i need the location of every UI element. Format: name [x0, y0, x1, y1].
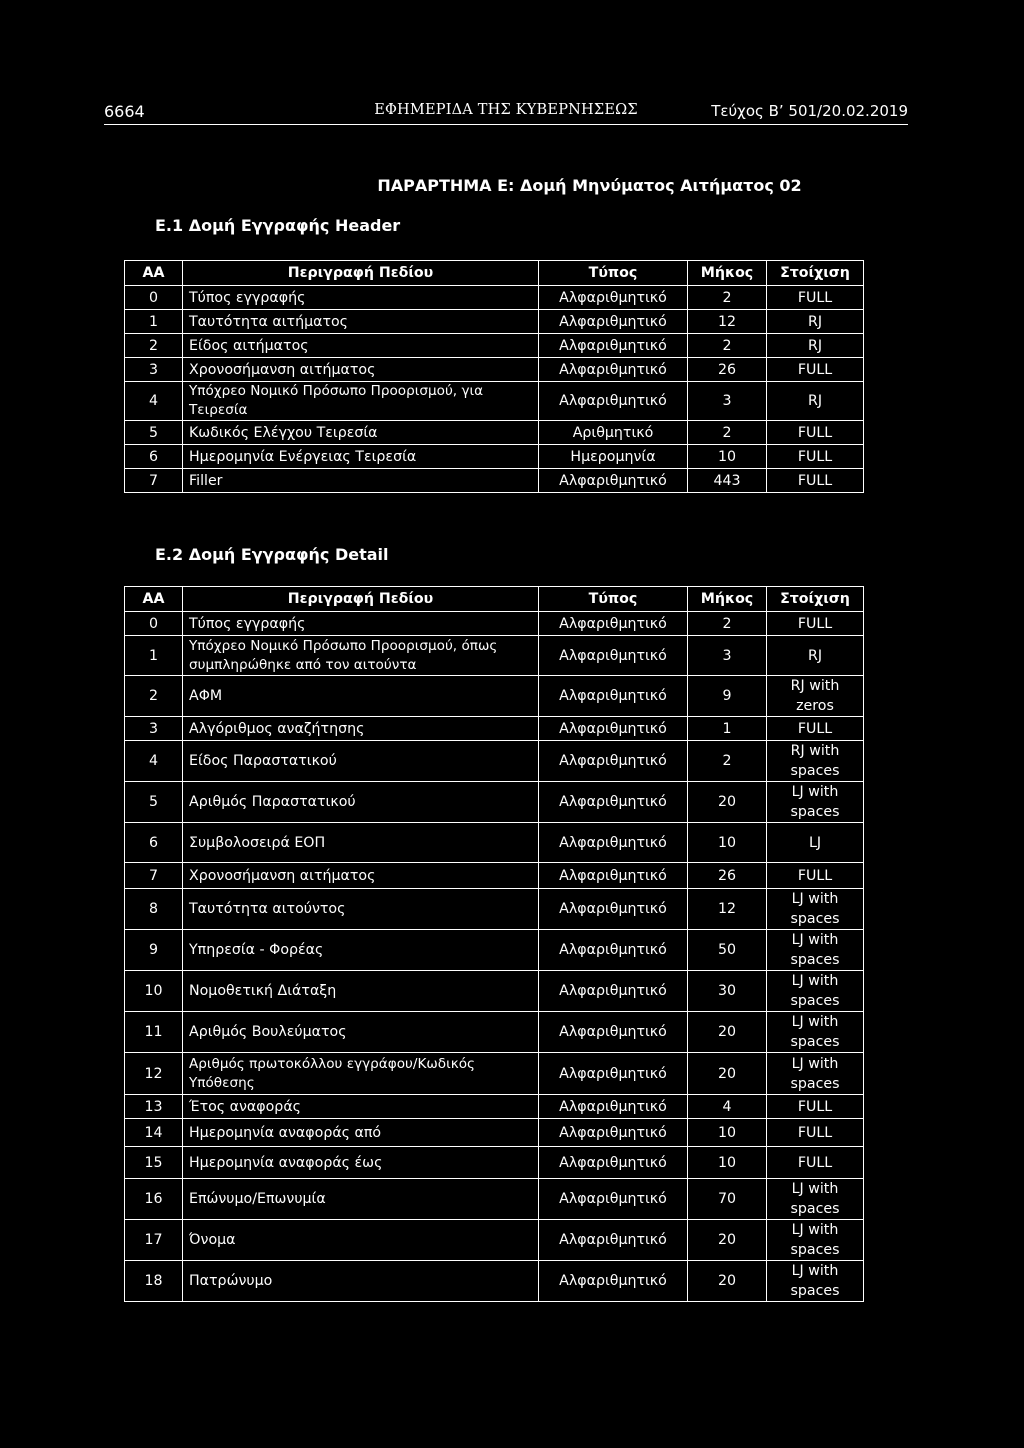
table-row [125, 310, 864, 334]
cell-length: 20 [688, 1220, 767, 1261]
cell-type: Αλφαριθμητικό [539, 1053, 688, 1095]
col-header-description: Περιγραφή Πεδίου [183, 587, 539, 612]
cell-type: Αλφαριθμητικό [539, 612, 688, 636]
table-row [125, 1095, 864, 1119]
header-record-table [124, 260, 864, 493]
cell-length: 20 [688, 1012, 767, 1053]
col-header-length: Μήκος [688, 587, 767, 612]
cell-length: 4 [688, 1095, 767, 1119]
cell-aa: 9 [125, 930, 183, 971]
cell-description: Έτος αναφοράς [183, 1095, 539, 1119]
cell-alignment: LJ with spaces [767, 889, 864, 930]
cell-aa: 4 [125, 382, 183, 421]
cell-aa: 5 [125, 782, 183, 823]
cell-length: 70 [688, 1179, 767, 1220]
cell-alignment: FULL [767, 286, 864, 310]
cell-type: Αλφαριθμητικό [539, 286, 688, 310]
cell-aa: 3 [125, 358, 183, 382]
cell-description: Filler [183, 469, 539, 493]
cell-alignment: RJ [767, 382, 864, 421]
cell-alignment: FULL [767, 358, 864, 382]
cell-alignment: LJ with spaces [767, 1012, 864, 1053]
cell-description: Συμβολοσειρά ΕΟΠ [183, 823, 539, 863]
issue-label: Τεύχος Β’ 501/20.02.2019 [711, 102, 908, 120]
cell-type: Αλφαριθμητικό [539, 1095, 688, 1119]
cell-aa: 6 [125, 823, 183, 863]
cell-description: Αλγόριθμος αναζήτησης [183, 717, 539, 741]
cell-aa: 14 [125, 1119, 183, 1147]
annex-title: ΠΑΡΑΡΤΗΜΑ Ε: Δομή Μηνύματος Αιτήματος 02 [377, 176, 802, 195]
col-header-alignment: Στοίχιση [767, 587, 864, 612]
cell-alignment: FULL [767, 863, 864, 889]
cell-length: 3 [688, 636, 767, 676]
table-row [125, 930, 864, 971]
cell-type: Αλφαριθμητικό [539, 889, 688, 930]
cell-alignment: LJ with spaces [767, 1179, 864, 1220]
col-header-aa: ΑΑ [125, 261, 183, 286]
cell-length: 2 [688, 421, 767, 445]
table-row [125, 358, 864, 382]
cell-type: Αλφαριθμητικό [539, 863, 688, 889]
col-header-type: Τύπος [539, 261, 688, 286]
page-header [104, 100, 908, 125]
table-row [125, 382, 864, 421]
table-row [125, 421, 864, 445]
cell-length: 1 [688, 717, 767, 741]
table-row [125, 612, 864, 636]
cell-aa: 13 [125, 1095, 183, 1119]
cell-description: Τύπος εγγραφής [183, 612, 539, 636]
table-row [125, 741, 864, 782]
section-title-detail: Ε.2 Δομή Εγγραφής Detail [155, 545, 389, 564]
cell-description: Είδος αιτήματος [183, 334, 539, 358]
table-row [125, 1053, 864, 1095]
cell-length: 26 [688, 358, 767, 382]
cell-alignment: RJ with zeros [767, 676, 864, 717]
table-row [125, 286, 864, 310]
cell-description: Νομοθετική Διάταξη [183, 971, 539, 1012]
cell-alignment: FULL [767, 1119, 864, 1147]
cell-type: Αλφαριθμητικό [539, 741, 688, 782]
table-row [125, 636, 864, 676]
cell-length: 2 [688, 286, 767, 310]
cell-alignment: RJ [767, 334, 864, 358]
cell-length: 20 [688, 1261, 767, 1302]
table-row [125, 1012, 864, 1053]
cell-aa: 16 [125, 1179, 183, 1220]
cell-length: 443 [688, 469, 767, 493]
cell-aa: 15 [125, 1147, 183, 1179]
cell-description: Ημερομηνία αναφοράς από [183, 1119, 539, 1147]
table-header-row [125, 261, 864, 286]
cell-length: 26 [688, 863, 767, 889]
table-row [125, 469, 864, 493]
cell-alignment: RJ [767, 636, 864, 676]
cell-length: 10 [688, 1147, 767, 1179]
cell-alignment: FULL [767, 421, 864, 445]
cell-alignment: RJ [767, 310, 864, 334]
cell-aa: 2 [125, 676, 183, 717]
table-row [125, 1261, 864, 1302]
cell-type: Αλφαριθμητικό [539, 1147, 688, 1179]
cell-alignment: LJ with spaces [767, 1261, 864, 1302]
table-row [125, 334, 864, 358]
cell-aa: 18 [125, 1261, 183, 1302]
cell-type: Αλφαριθμητικό [539, 930, 688, 971]
cell-type: Αλφαριθμητικό [539, 971, 688, 1012]
cell-aa: 0 [125, 612, 183, 636]
cell-alignment: FULL [767, 612, 864, 636]
cell-length: 10 [688, 1119, 767, 1147]
table-row [125, 782, 864, 823]
cell-aa: 3 [125, 717, 183, 741]
table-row [125, 889, 864, 930]
table-row [125, 1220, 864, 1261]
cell-type: Αλφαριθμητικό [539, 782, 688, 823]
cell-description: Υπόχρεο Νομικό Πρόσωπο Προορισμού, όπως συμπληρώθηκε από τον αιτούντα [183, 636, 539, 676]
cell-description: ΑΦΜ [183, 676, 539, 717]
cell-length: 9 [688, 676, 767, 717]
cell-aa: 0 [125, 286, 183, 310]
cell-type: Αλφαριθμητικό [539, 636, 688, 676]
cell-length: 20 [688, 1053, 767, 1095]
cell-aa: 6 [125, 445, 183, 469]
cell-description: Πατρώνυμο [183, 1261, 539, 1302]
cell-alignment: FULL [767, 1147, 864, 1179]
cell-length: 3 [688, 382, 767, 421]
page-number: 6664 [104, 102, 145, 121]
table-row [125, 971, 864, 1012]
cell-description: Είδος Παραστατικού [183, 741, 539, 782]
cell-aa: 7 [125, 863, 183, 889]
cell-alignment: RJ with spaces [767, 741, 864, 782]
cell-alignment: LJ with spaces [767, 782, 864, 823]
cell-aa: 8 [125, 889, 183, 930]
cell-length: 20 [688, 782, 767, 823]
section-title-header: Ε.1 Δομή Εγγραφής Header [155, 216, 401, 235]
table-row [125, 676, 864, 717]
cell-type: Αλφαριθμητικό [539, 1261, 688, 1302]
cell-aa: 10 [125, 971, 183, 1012]
cell-aa: 5 [125, 421, 183, 445]
cell-length: 12 [688, 310, 767, 334]
cell-length: 50 [688, 930, 767, 971]
cell-description: Κωδικός Ελέγχου Τειρεσία [183, 421, 539, 445]
cell-description: Ημερομηνία Ενέργειας Τειρεσία [183, 445, 539, 469]
gazette-title: ΕΦΗΜΕΡΙΔΑ ΤΗΣ ΚΥΒΕΡΝΗΣΕΩΣ [374, 102, 638, 118]
cell-description: Τύπος εγγραφής [183, 286, 539, 310]
cell-type: Αλφαριθμητικό [539, 1119, 688, 1147]
col-header-alignment: Στοίχιση [767, 261, 864, 286]
cell-type: Ημερομηνία [539, 445, 688, 469]
cell-description: Ημερομηνία αναφοράς έως [183, 1147, 539, 1179]
cell-aa: 11 [125, 1012, 183, 1053]
cell-alignment: LJ [767, 823, 864, 863]
cell-alignment: FULL [767, 445, 864, 469]
cell-length: 2 [688, 741, 767, 782]
cell-length: 12 [688, 889, 767, 930]
cell-type: Αλφαριθμητικό [539, 823, 688, 863]
table-header-row [125, 587, 864, 612]
cell-type: Αλφαριθμητικό [539, 1220, 688, 1261]
cell-alignment: LJ with spaces [767, 930, 864, 971]
cell-aa: 4 [125, 741, 183, 782]
table-row [125, 1119, 864, 1147]
cell-type: Αλφαριθμητικό [539, 382, 688, 421]
cell-alignment: FULL [767, 1095, 864, 1119]
cell-length: 2 [688, 612, 767, 636]
cell-description: Υπόχρεο Νομικό Πρόσωπο Προορισμού, για Τειρεσία [183, 382, 539, 421]
cell-description: Επώνυμο/Επωνυμία [183, 1179, 539, 1220]
cell-description: Υπηρεσία - Φορέας [183, 930, 539, 971]
cell-alignment: LJ with spaces [767, 1053, 864, 1095]
cell-description: Αριθμός πρωτοκόλλου εγγράφου/Κωδικός Υπόθεσης [183, 1053, 539, 1095]
col-header-description: Περιγραφή Πεδίου [183, 261, 539, 286]
cell-type: Αριθμητικό [539, 421, 688, 445]
cell-type: Αλφαριθμητικό [539, 1012, 688, 1053]
table-row [125, 1179, 864, 1220]
cell-length: 10 [688, 445, 767, 469]
cell-type: Αλφαριθμητικό [539, 310, 688, 334]
cell-description: Χρονοσήμανση αιτήματος [183, 358, 539, 382]
cell-type: Αλφαριθμητικό [539, 469, 688, 493]
cell-type: Αλφαριθμητικό [539, 334, 688, 358]
cell-type: Αλφαριθμητικό [539, 676, 688, 717]
cell-alignment: LJ with spaces [767, 971, 864, 1012]
cell-description: Ταυτότητα αιτήματος [183, 310, 539, 334]
cell-type: Αλφαριθμητικό [539, 1179, 688, 1220]
cell-length: 10 [688, 823, 767, 863]
cell-description: Ταυτότητα αιτούντος [183, 889, 539, 930]
cell-aa: 17 [125, 1220, 183, 1261]
table-row [125, 445, 864, 469]
cell-aa: 1 [125, 636, 183, 676]
table-row [125, 1147, 864, 1179]
table-row [125, 863, 864, 889]
cell-alignment: FULL [767, 469, 864, 493]
cell-description: Αριθμός Βουλεύματος [183, 1012, 539, 1053]
annex-title-wrap [0, 176, 1024, 195]
col-header-type: Τύπος [539, 587, 688, 612]
cell-type: Αλφαριθμητικό [539, 717, 688, 741]
cell-type: Αλφαριθμητικό [539, 358, 688, 382]
cell-length: 2 [688, 334, 767, 358]
cell-alignment: LJ with spaces [767, 1220, 864, 1261]
cell-alignment: FULL [767, 717, 864, 741]
col-header-length: Μήκος [688, 261, 767, 286]
detail-record-table [124, 586, 864, 1302]
col-header-aa: ΑΑ [125, 587, 183, 612]
table-row [125, 823, 864, 863]
cell-description: Αριθμός Παραστατικού [183, 782, 539, 823]
cell-aa: 2 [125, 334, 183, 358]
table-row [125, 717, 864, 741]
cell-aa: 12 [125, 1053, 183, 1095]
cell-description: Όνομα [183, 1220, 539, 1261]
cell-aa: 7 [125, 469, 183, 493]
cell-aa: 1 [125, 310, 183, 334]
cell-length: 30 [688, 971, 767, 1012]
cell-description: Χρονοσήμανση αιτήματος [183, 863, 539, 889]
